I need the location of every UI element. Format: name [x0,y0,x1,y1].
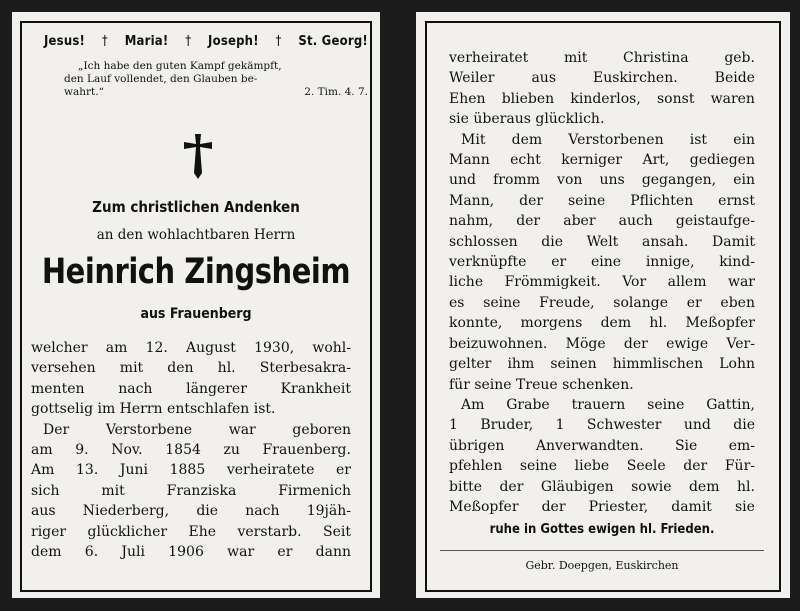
text-line: Meßopfer der Priester, damit sie [449,498,755,515]
closing-line: ruhe in Gottes ewigen hl. Frieden. [489,522,715,537]
header-cross-2: † [185,34,192,49]
memorial-title: Zum christlichen Andenken [92,198,300,216]
quote-reference: 2. Tim. 4. 7. [304,86,368,98]
header-st-georg: St. Georg! [298,34,368,49]
text-line: riger glücklicher Ehe verstarb. Seit [31,523,351,540]
header-joseph: Joseph! [208,34,259,49]
text-line: aus Niederberg, die nach 19jäh- [31,503,351,520]
text-line: menten nach längerer Krankheit [31,380,351,397]
text-line: gottselig im Herrn entschlafen ist. [31,401,276,418]
text-line: Mit dem Verstorbenen ist ein [461,131,755,148]
text-line: Am 13. Juni 1885 verheiratete er [31,462,351,479]
text-line: Ehen blieben kinderlos, sonst waren [449,90,755,107]
right-body-text [449,48,755,517]
text-line: liche Frömmigkeit. Vor allem war [449,274,755,291]
text-line: sie überaus glücklich. [449,111,605,128]
text-line: Am Grabe trauern seine Gattin, [461,396,755,413]
text-line: versehen mit den hl. Sterbesakra- [31,360,351,377]
printer-imprint: Gebr. Doepgen, Euskirchen [525,559,679,572]
text-line: schlossen die Welt ansah. Damit [449,233,755,250]
text-line: sich mit Franziska Firmenich [31,482,351,499]
left-body-text [31,338,351,562]
text-line: verknüpfte er eine innige, kind- [449,254,755,271]
text-line: am 9. Nov. 1854 zu Frauenberg. [31,442,351,459]
quote-line: wahrt.“ [64,86,104,98]
text-line: für seine Treue schenken. [449,376,634,393]
text-line: nahm, der aber auch geistaufge- [449,213,755,230]
text-line: dem 6. Juli 1906 war er dann [31,544,351,561]
text-line: welcher am 12. August 1930, wohl- [31,340,351,356]
footer-divider [440,550,764,551]
text-line: beizuwohnen. Möge der ewige Ver- [449,335,755,352]
text-line: bitte der Gläubigen sowie dem hl. [449,478,755,495]
text-line: und fromm von uns gegangen, ein [449,172,755,189]
quote-line: „Ich habe den guten Kampf gekämpft, [78,60,282,72]
text-line: verheiratet mit Christina geb. [449,50,755,66]
text-line: Der Verstorbene war geboren [43,421,351,438]
text-line: Weiler aus Euskirchen. Beide [449,70,755,87]
deceased-origin: aus Frauenberg [140,306,252,322]
header-maria: Maria! [124,34,169,49]
memorial-subtitle: an den wohlachtbaren Herrn [96,227,296,243]
header-jesus: Jesus! [44,34,86,49]
header-cross-3: † [275,34,282,49]
text-line: übrigen Anverwandten. Sie em- [449,437,755,454]
text-line: Mann echt kerniger Art, gediegen [449,152,755,169]
text-line: pfehlen seine liebe Seele der Für- [449,458,755,475]
quote-line: den Lauf vollendet, den Glauben be- [64,73,258,85]
header-cross-1: † [101,34,108,49]
deceased-name: Heinrich Zingsheim [41,252,351,292]
text-line: es seine Freude, solange er eben [449,294,755,311]
text-line: konnte, morgens dem hl. Meßopfer [449,315,755,332]
text-line: Mann, der seine Pflichten ernst [449,192,755,209]
text-line: gelter ihm seinen himmlischen Lohn [449,356,755,373]
text-line: 1 Bruder, 1 Schwester und die [449,417,755,434]
